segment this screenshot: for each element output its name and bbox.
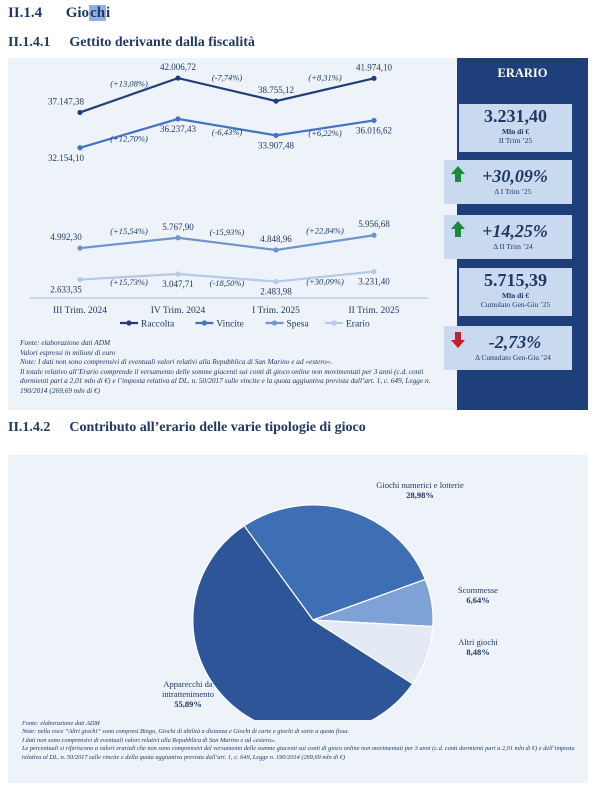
- legend-label: Erario: [346, 319, 370, 330]
- line-chart: [8, 58, 458, 333]
- data-point: [175, 75, 180, 80]
- series-line-spesa: [80, 235, 374, 250]
- data-label: 36.237,43: [160, 123, 196, 134]
- data-label: 5.767,90: [162, 221, 194, 232]
- kpi-erario-value: 3.231,40 Mln di € II Trim ’25: [459, 104, 572, 152]
- data-label: 2.633,35: [50, 284, 82, 295]
- pie-note-3: Le percentuali si riferiscono a valori erariali che non sono comprensivi del versamento delle somme giacenti sui conti di gioco online non movimentati per 3 anni (c.d. conti dormienti pari a 2,01 mln di €) e dell’imposta relativa al DL. n. 50/2017 sulle vincite e della quota aggiuntiva prevista dall’art. 1, c. 649, Legge n. 190/2014 (269,69 mln di €): [22, 745, 575, 761]
- fiscal-notes: [20, 338, 440, 396]
- arrow-up-icon: [451, 221, 465, 242]
- legend-label: Vincite: [216, 319, 244, 330]
- data-point: [371, 76, 376, 81]
- data-point: [371, 269, 376, 274]
- fiscal-note-2: Il totale relativo all’Erario comprende il versamento delle somme giacenti sui conti di gioco online non movimentati per 3 anni (c.d. conti dormienti pari a 2,01 mln di €) e l’imposta relativa al DL. n. 50/2017 sulle vincite e la quota aggiuntiva prevista dall’art. 1, c. 649, Legge n. 190/2014 (269,69 mln di €): [20, 366, 431, 395]
- kpi-change-year: +14,25% Δ II Trim ’24: [444, 215, 572, 259]
- data-point: [175, 235, 180, 240]
- kpi-cumulative: 5.715,39 Mln di € Cumulato Gen-Giu ’25: [459, 268, 572, 316]
- pie-note-2: I dati non sono comprensivi di eventuali valori relativi alla Repubblica di San Marino e ad «estero».: [22, 736, 276, 744]
- change-label: (+8,31%): [308, 72, 342, 83]
- legend-marker: [331, 320, 336, 325]
- pie-note-1: Note: nella voce “Altri giochi” sono compresi Bingo, Giochi di abilità a distanza e Giochi di carte e giochi di sorte a quota fissa.: [22, 728, 350, 736]
- data-point: [273, 98, 278, 103]
- data-label: 2.483,98: [260, 286, 292, 297]
- data-label: 41.974,10: [356, 62, 392, 73]
- arrow-down-icon: [451, 332, 465, 353]
- slice-value: 55,89%: [174, 699, 202, 709]
- slice-value: 6,64%: [466, 595, 490, 605]
- subsection-1-title: Gettito derivante dalla fiscalità: [69, 35, 255, 50]
- change-label: (-15,93%): [209, 226, 245, 237]
- data-point: [77, 145, 82, 150]
- kpi-change-quarter: +30,09% Δ I Trim ’25: [444, 160, 572, 204]
- change-label: (+6,22%): [308, 127, 342, 138]
- slice-label: Giochi numerici e lotterie: [376, 480, 464, 490]
- fiscal-note-units: Valori espressi in milioni di euro: [20, 347, 116, 357]
- slice-label: Altri giochi: [458, 637, 498, 647]
- slice-label: intrattenimento: [162, 689, 214, 699]
- subsection-1-number: II.1.4.1: [8, 35, 51, 50]
- subsection-2-title: Contributo all’erario delle varie tipologie di gioco: [69, 420, 366, 435]
- legend-label: Raccolta: [141, 319, 175, 330]
- legend-marker: [126, 320, 131, 325]
- data-label: 4.992,30: [50, 232, 82, 243]
- data-label: 36.016,62: [356, 125, 392, 136]
- legend-label: Spesa: [286, 319, 309, 330]
- data-point: [77, 110, 82, 115]
- data-label: 42.006,72: [160, 62, 196, 73]
- arrow-up-icon: [451, 166, 465, 187]
- slice-label: Apparecchi da: [163, 679, 213, 689]
- data-point: [371, 118, 376, 123]
- data-point: [273, 133, 278, 138]
- data-label: 33.907,48: [258, 140, 294, 151]
- pie-notes: [22, 720, 577, 762]
- data-point: [371, 233, 376, 238]
- pie-chart: [8, 455, 588, 720]
- erario-header: ERARIO: [457, 62, 588, 84]
- data-point: [273, 279, 278, 284]
- section-number: II.1.4: [8, 5, 43, 21]
- change-label: (+22,84%): [306, 225, 344, 236]
- change-label: (-7,74%): [211, 72, 243, 83]
- data-label: 4.848,96: [260, 234, 292, 245]
- legend-marker: [202, 320, 207, 325]
- subsection-2-number: II.1.4.2: [8, 420, 51, 435]
- data-label: 37.147,38: [48, 96, 84, 107]
- data-label: 3.047,71: [162, 279, 194, 290]
- fiscal-note-1: Note: I dati non sono comprensivi di eventuali valori relativi alla Repubblica di San Marino e ad «estero».: [20, 357, 333, 367]
- x-tick-label: I Trim. 2025: [252, 306, 300, 316]
- data-point: [273, 247, 278, 252]
- change-label: (+12,70%): [110, 133, 148, 144]
- slice-label: Scommesse: [457, 585, 499, 595]
- pie-slices: [193, 505, 433, 720]
- data-point: [175, 116, 180, 121]
- legend-marker: [272, 320, 277, 325]
- data-point: [77, 277, 82, 282]
- section-title: Giochi: [65, 5, 111, 21]
- data-label: 32.154,10: [48, 152, 84, 163]
- x-tick-label: II Trim. 2025: [348, 306, 400, 316]
- x-tick-label: IV Trim. 2024: [150, 306, 206, 316]
- change-label: (+15,54%): [110, 225, 148, 236]
- change-label: (-6,43%): [211, 127, 243, 138]
- kpi-change-cumulative: -2,73% Δ Cumulato Gen-Giu ’24: [444, 326, 572, 370]
- slice-value: 8,48%: [466, 647, 490, 657]
- data-point: [77, 246, 82, 251]
- data-point: [175, 271, 180, 276]
- data-label: 5.956,68: [358, 219, 390, 230]
- x-tick-label: III Trim. 2024: [52, 306, 108, 316]
- slice-value: 28,98%: [406, 490, 434, 500]
- subsection-2-heading: [8, 420, 366, 436]
- data-label: 38.755,12: [258, 85, 294, 96]
- change-label: (+30,09%): [306, 276, 344, 287]
- change-label: (+13,08%): [110, 78, 148, 89]
- section-heading: [8, 5, 110, 22]
- change-label: (+15,73%): [110, 276, 148, 287]
- change-label: (-18,50%): [209, 277, 245, 288]
- data-label: 3.231,40: [358, 276, 390, 287]
- fiscal-note-source: Fonte: elaborazione dati ADM: [20, 338, 111, 347]
- pie-note-source: Fonte: elaborazione dati ADM: [22, 720, 100, 727]
- subsection-1-heading: [8, 35, 255, 51]
